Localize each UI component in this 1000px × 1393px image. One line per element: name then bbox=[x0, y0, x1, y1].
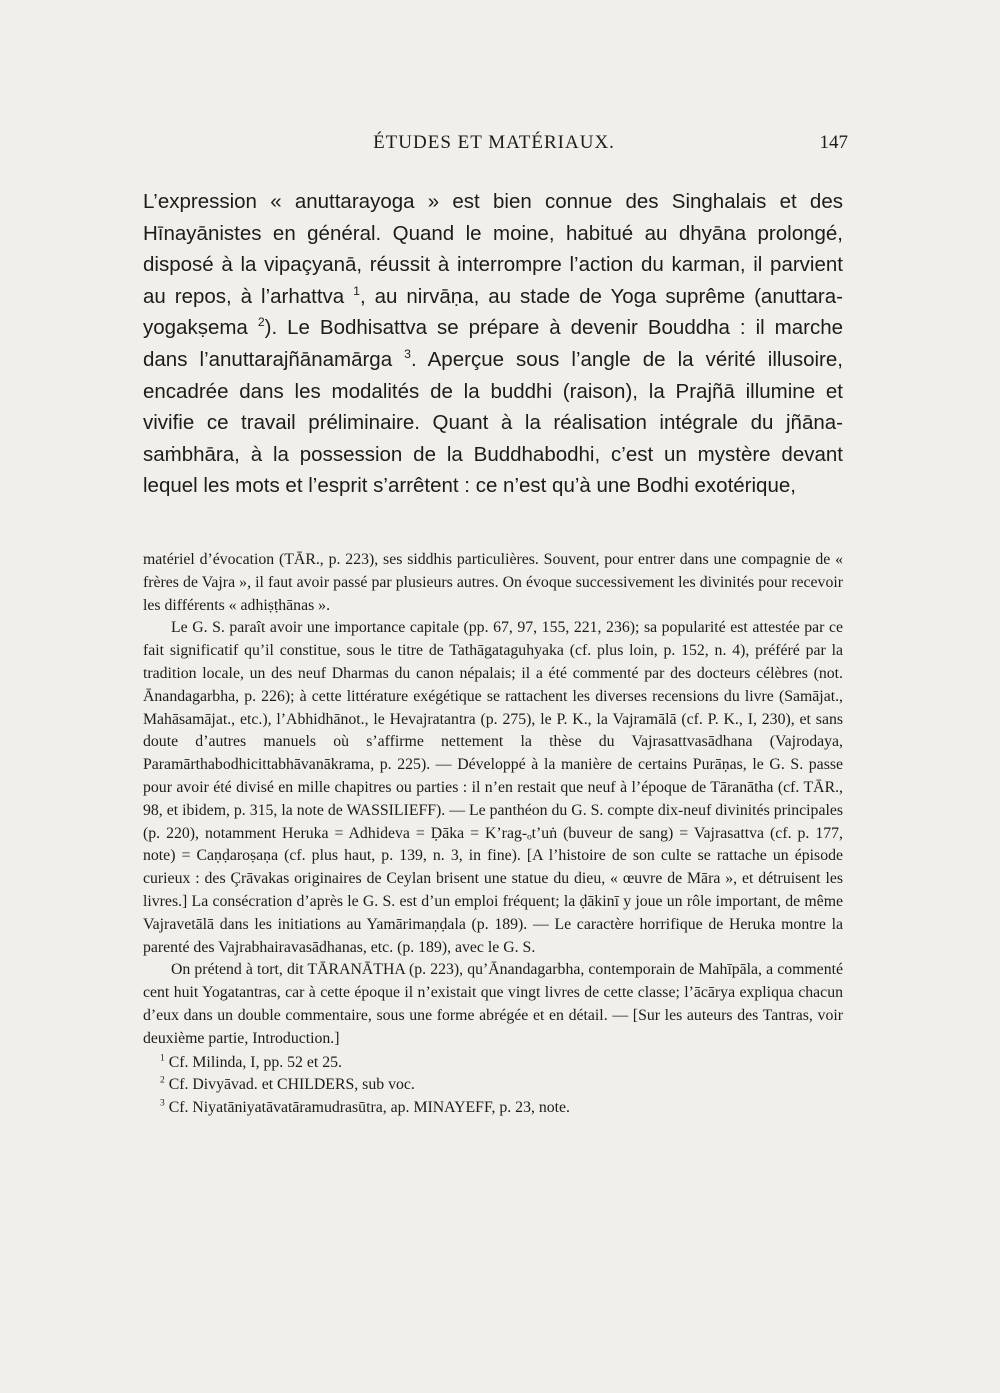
note-paragraph: matériel d’évocation (TĀR., p. 223), ses siddhis particulières. Souvent, pour entrer dans une compagnie de « frères de Vajra », il faut avoir passé par plusieurs autres. On évoque successivement les divinités pour recevoir les différents « adhiṣṭhānas ». bbox=[143, 551, 843, 614]
footnote-ref: 1 bbox=[353, 283, 360, 298]
running-title: ÉTUDES ET MATÉRIAUX. bbox=[373, 132, 615, 153]
body-text-part: L’expression « anuttarayoga » est bien connue des Singhalais et des Hīnayānistes en général. Quand le moine, habitué au dhyāna prolongé, disposé à la vipaçyanā, réussit à interrompre l’action du karman, il parvient au repos, à l’arhattva bbox=[143, 190, 843, 308]
body-text-part: , au nirvāṇa, au stade de Yoga suprême (anuttara-yogakṣema bbox=[143, 284, 843, 340]
footnote bbox=[143, 1052, 843, 1075]
footnote-ref: 2 bbox=[257, 315, 265, 330]
footnote-ref: 3 bbox=[404, 347, 412, 362]
footnote-text: Cf. Niyatāniyatāvatāramudrasūtra, ap. MINAYEFF, p. 23, note. bbox=[168, 1098, 571, 1116]
notes-section bbox=[143, 549, 843, 1119]
footnote-number: 3 bbox=[160, 1098, 165, 1109]
running-head bbox=[140, 132, 848, 162]
body-paragraph bbox=[143, 186, 843, 502]
footnote-list bbox=[143, 1052, 843, 1120]
note-paragraph: Le G. S. paraît avoir une importance capitale (pp. 67, 97, 155, 221, 236); sa popularité est attestée par ce fait significatif qu’il constitue, sous le titre de Tathāgataguhyaka (cf. plus loin, p. 152, n. 4), préféré par la tradition locale, un des neuf Dharmas du canon népalais; il a été commenté par des docteurs célèbres (not. Ānandagarbha, p. 226); à cette littérature exégétique se rattachent les diverses recensions du livre (Samājat., Mahāsamājat., etc.), l’Abhidhānot., le Hevajratantra (p. 275), le P. K., la Vajramālā (cf. P. K., I, 230), et sans doute d’autres manuels où s’affirme nettement la thèse du Vajrasattvasādhana (Vajrodaya, Paramārthabodhicittabhāvanākrama, p. 225). — Développé à la manière de certains Purāṇas, le G. S. passe pour avoir été divisé en mille chapitres ou parties : il n’en restait que neuf à l’époque de Tāranātha (cf. TĀR., 98, et ibidem, p. 315, la note de WASSILIEFF). — Le panthéon du G. S. compte dix-neuf divinités principales (p. 220), notamment Heruka = Adhideva = Ḍāka = K’rag-ₒt’uṅ (buveur de sang) = Vajrasattva (cf. p. 177, note) = Caṇḍaroṣaṇa (cf. plus haut, p. 139, n. 3, in fine). [A l’histoire de son culte se rattache un épisode curieux : des Çrāvakas originaires de Ceylan brisent une statue du dieu, « œuvre de Māra », et détruisent les livres.] La consécration d’après le G. S. est d’un emploi fréquent; la ḍākinī y joue un rôle important, de même Vajravetālā dans les initiations au Yamārimaṇḍala (p. 189). — Le caractère horrifique de Heruka montre la parenté des Vajrabhairavasādhanas, etc. (p. 189), avec le G. S. bbox=[143, 619, 843, 956]
footnote-number: 2 bbox=[160, 1075, 165, 1086]
footnote-text: Cf. Milinda, I, pp. 52 et 25. bbox=[168, 1053, 342, 1071]
note-paragraph: On prétend à tort, dit TĀRANĀTHA (p. 223), qu’Ānandagarbha, contemporain de Mahīpāla, a commenté cent huit Yogatantras, car à cette époque il n’existait que vingt livres de cette classe; l’ācārya expliqua chacun d’eux dans un double commentaire, sous une forme abrégée et en détail. — [Sur les auteurs des Tantras, voir deuxième partie, Introduction.] bbox=[143, 961, 843, 1047]
footnote bbox=[143, 1074, 843, 1097]
footnote bbox=[143, 1097, 843, 1120]
page-number: 147 bbox=[819, 132, 848, 153]
body-text-part: . Aperçue sous l’angle de la vérité illusoire, encadrée dans les modalités de la buddhi (raison), la Prajñā illumine et vivifie ce travail préliminaire. Quant à la réalisation intégrale du jñāna-saṁbhāra, à la possession de la Buddhabodhi, c’est un mystère devant lequel les mots et l’esprit s’arrêtent : ce n’est qu’à une Bodhi exotérique, bbox=[143, 347, 843, 498]
body-text-part: ). Le Bodhisattva se prépare à devenir Bouddha : il marche dans l’anuttarajñānamārga bbox=[143, 316, 844, 371]
footnote-text: Cf. Divyāvad. et CHILDERS, sub voc. bbox=[168, 1076, 415, 1094]
main-text bbox=[143, 186, 843, 502]
footnote-number: 1 bbox=[160, 1053, 165, 1064]
